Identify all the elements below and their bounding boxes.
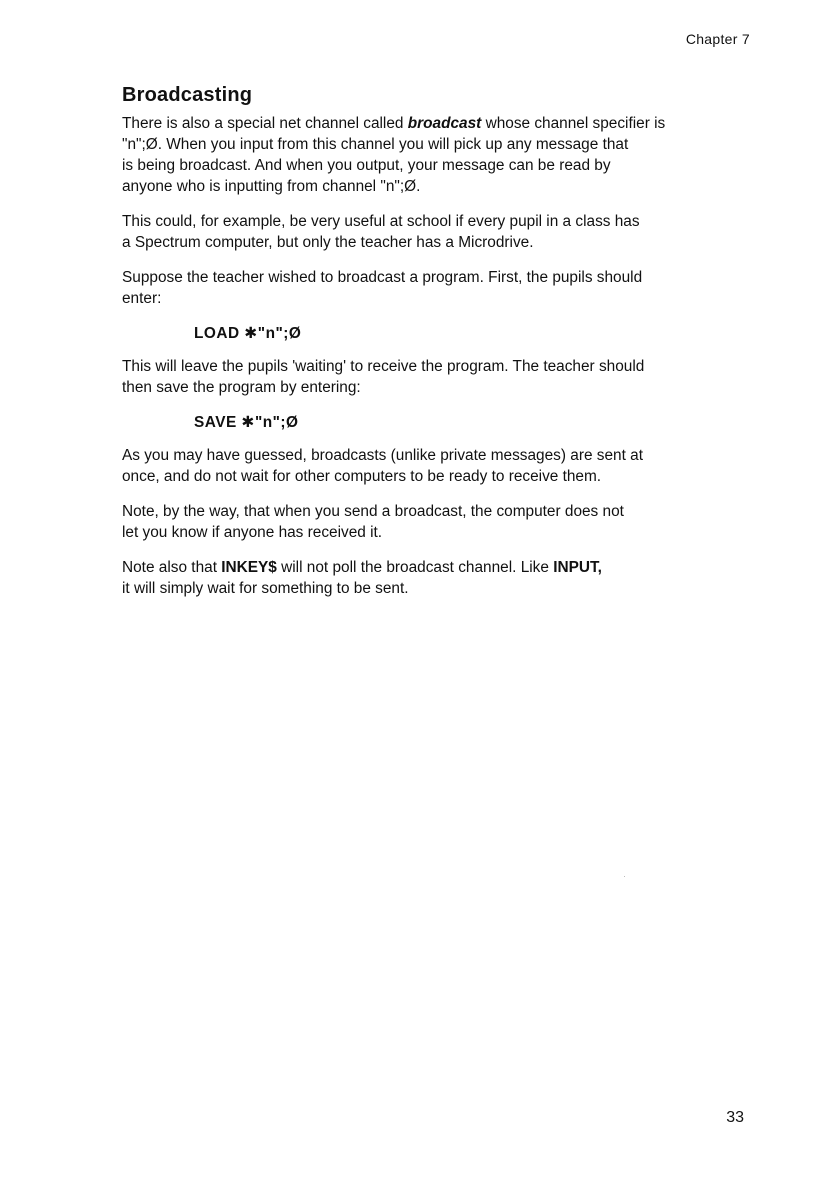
text-line: "n";Ø. When you input from this channel you will pick up any message that: [122, 136, 629, 153]
term-broadcast: broadcast: [407, 115, 482, 132]
paragraph-note-also: [122, 557, 752, 599]
paragraph-broadcast-intro: [122, 113, 752, 197]
text-line: a Spectrum computer, but only the teacher has a Microdrive.: [122, 234, 534, 251]
text-run: Note also that: [122, 559, 222, 576]
code-load-command: LOAD ✱"n";Ø: [194, 325, 302, 342]
text-line: Note, by the way, that when you send a broadcast, the computer does not: [122, 503, 624, 520]
text-line: [122, 113, 752, 134]
running-head: Chapter 7: [685, 31, 750, 47]
text-line: let you know if anyone has received it.: [122, 524, 383, 541]
paragraph-school-example: [122, 211, 752, 253]
text-line: once, and do not wait for other computers to be ready to receive them.: [122, 468, 602, 485]
text-line: it will simply wait for something to be sent.: [122, 580, 409, 597]
text-line: As you may have guessed, broadcasts (unlike private messages) are sent at: [122, 447, 643, 464]
text-run: will not poll the broadcast channel. Like: [276, 559, 554, 576]
code-save-command: SAVE ✱"n";Ø: [194, 414, 299, 431]
text-line: This will leave the pupils 'waiting' to receive the program. The teacher should: [122, 358, 645, 375]
text-line: then save the program by entering:: [122, 379, 361, 396]
page-content: [122, 84, 752, 613]
text-line: anyone who is inputting from channel "n";Ø.: [122, 178, 421, 195]
paragraph-waiting: [122, 356, 752, 398]
text-line: This could, for example, be very useful at school if every pupil in a class has: [122, 213, 640, 230]
text-run: There is also a special net channel called: [122, 115, 408, 132]
paragraph-guessed: [122, 445, 752, 487]
section-heading: Broadcasting: [122, 84, 253, 106]
keyword-inkey: INKEY$: [221, 559, 277, 576]
paragraph-suppose: [122, 267, 752, 309]
text-line: Suppose the teacher wished to broadcast a program. First, the pupils should: [122, 269, 643, 286]
page-number: 33: [726, 1109, 744, 1126]
keyword-input: INPUT,: [553, 559, 602, 576]
text-line: enter:: [122, 290, 162, 307]
text-line: [122, 557, 752, 578]
text-line: is being broadcast. And when you output, your message can be read by: [122, 157, 611, 174]
scan-speck: [624, 876, 625, 877]
paragraph-note-by-the-way: [122, 501, 752, 543]
text-run: whose channel specifier is: [481, 115, 666, 132]
